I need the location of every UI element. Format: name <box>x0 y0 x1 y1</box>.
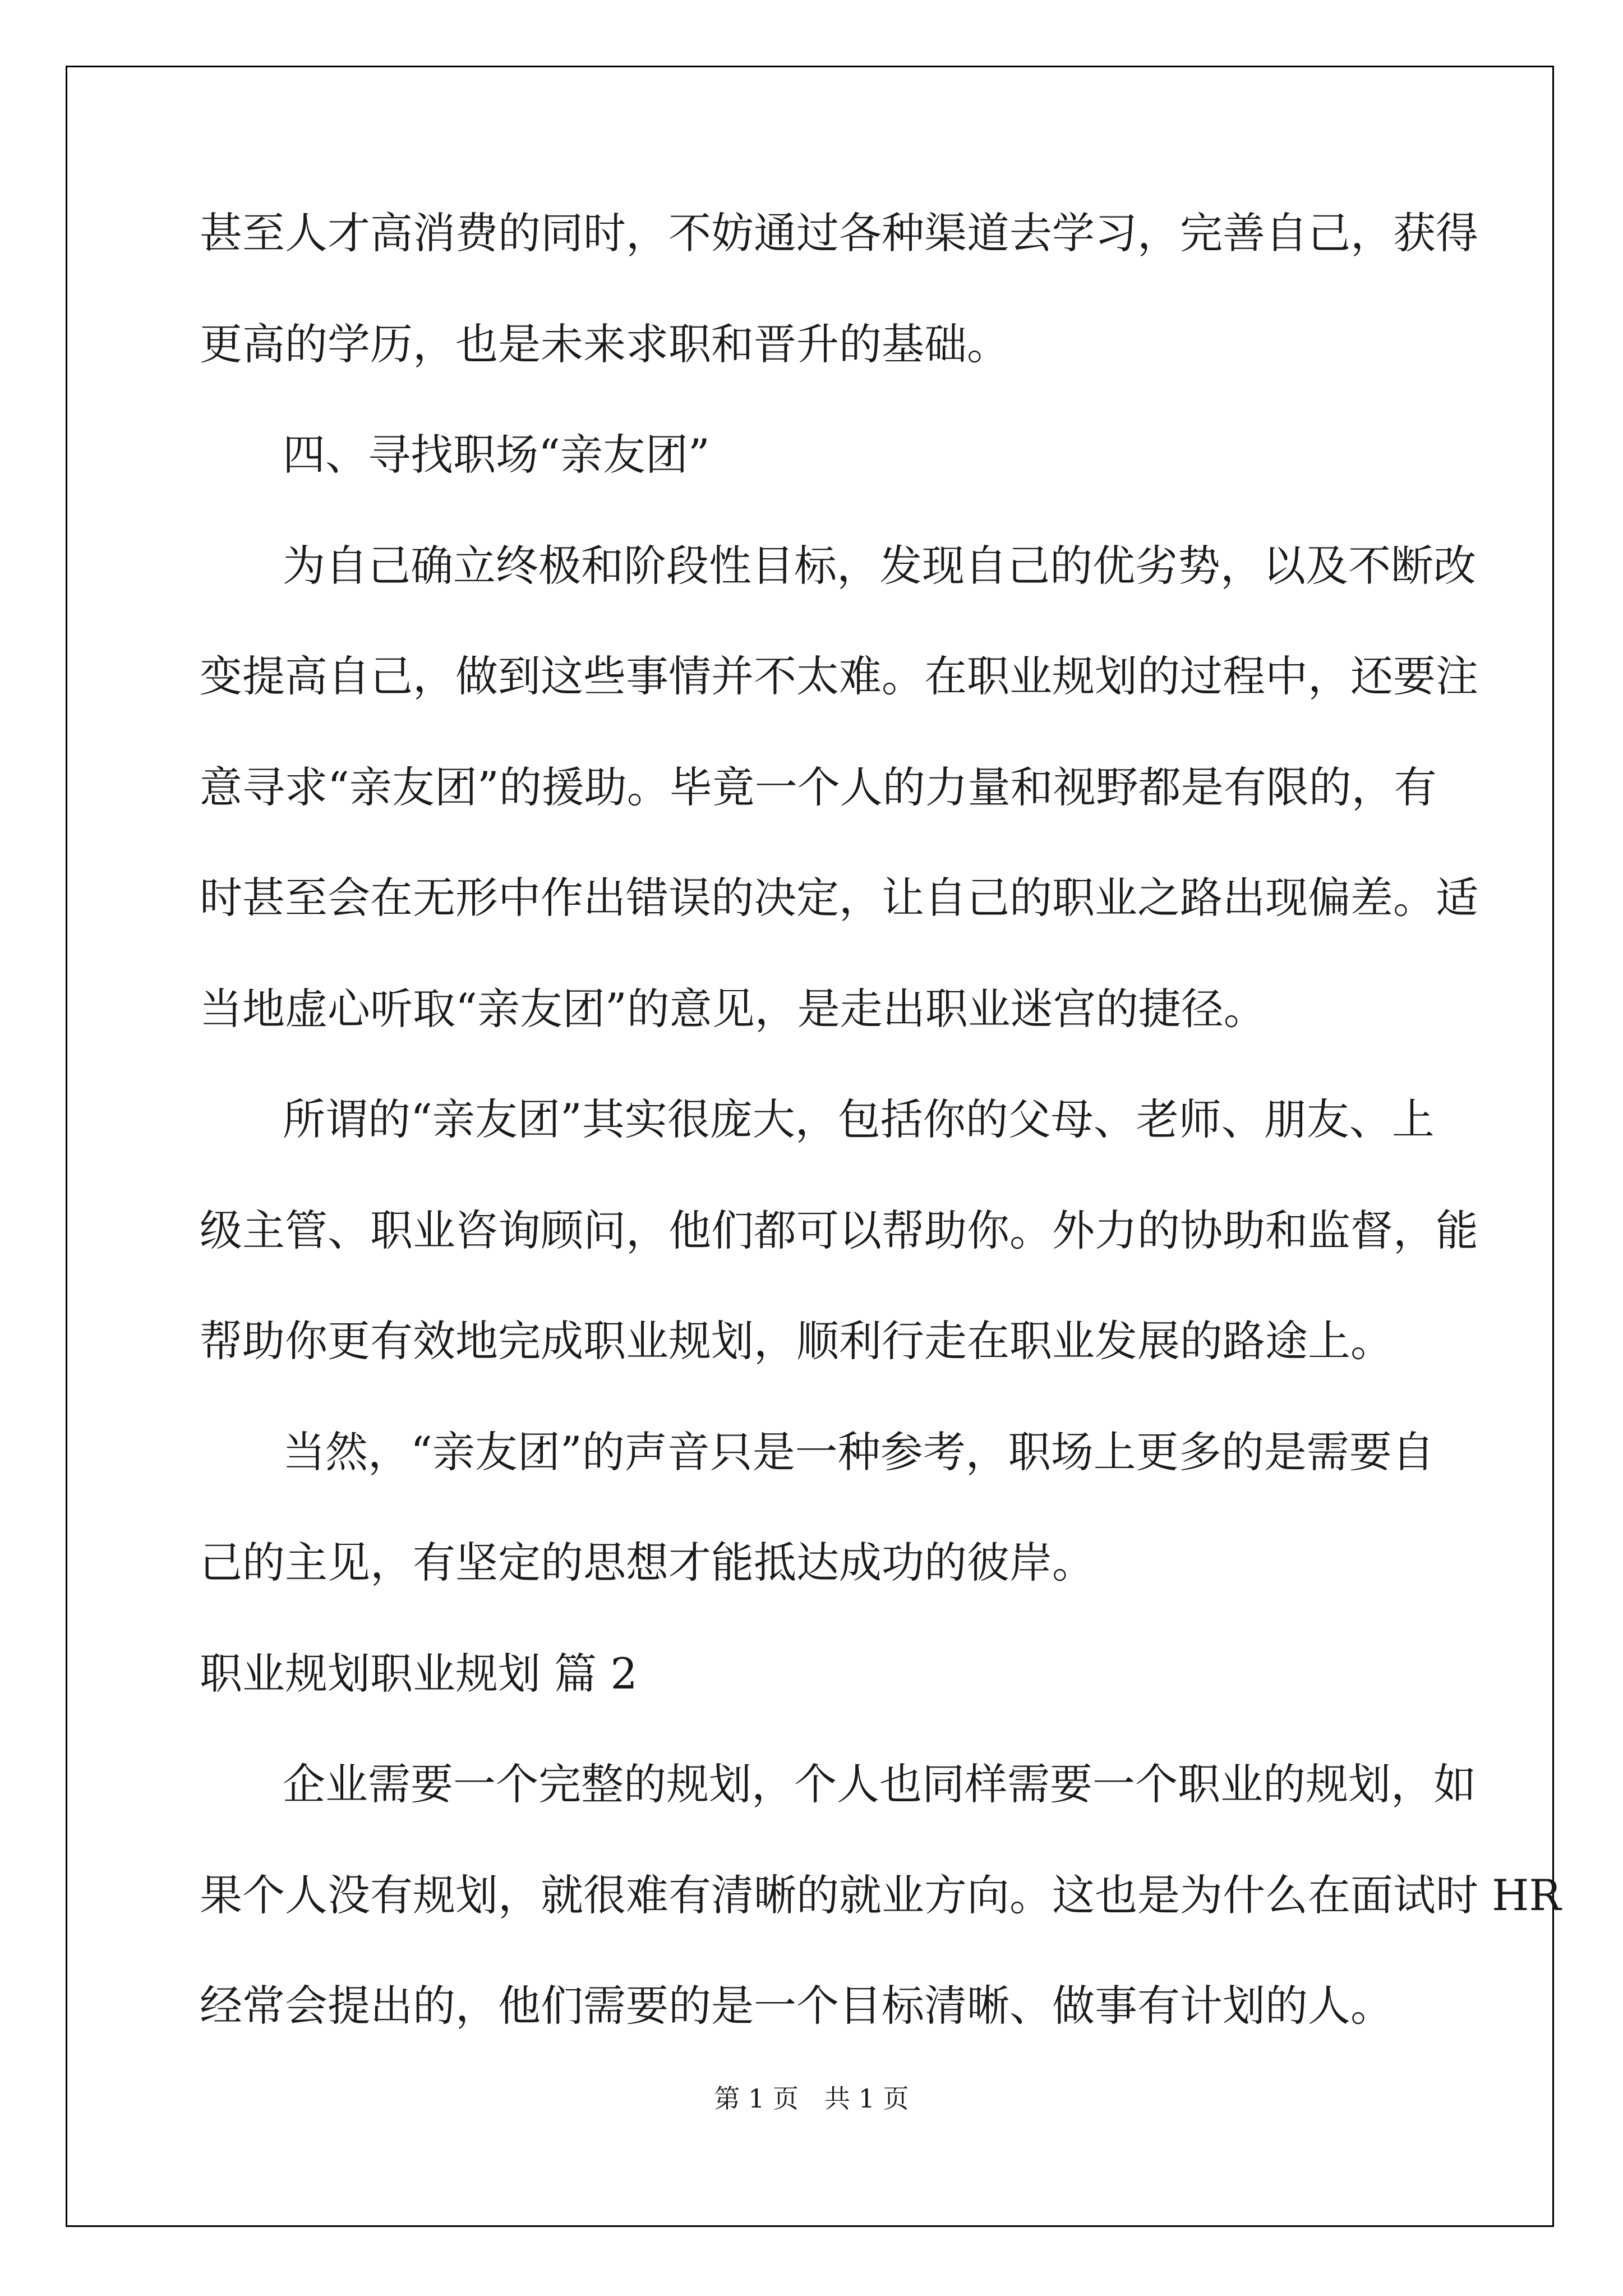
text-line-15: 企业需要一个完整的规划，个人也同样需要一个职业的规划，如 <box>283 1759 1476 1809</box>
section-heading: 四、寻找职场“亲友团” <box>283 430 710 480</box>
text-line-12: 当然，“亲友团”的声音只是一种参考，职场上更多的是需要自 <box>283 1427 1435 1477</box>
text-line-4: 为自己确立终极和阶段性目标，发现自己的优劣势，以及不断改 <box>283 540 1476 591</box>
page-footer: 第 1 页 共 1 页 <box>714 2083 909 2114</box>
text-line-9: 所谓的“亲友团”其实很庞大，包括你的父母、老师、朋友、上 <box>283 1094 1435 1144</box>
text-line-16: 果个人没有规划，就很难有清晰的就业方向。这也是为什么在面试时 HR <box>200 1870 1561 1920</box>
text-line-10: 级主管、职业咨询顾问，他们都可以帮助你。外力的协助和监督，能 <box>200 1205 1478 1255</box>
text-line-5: 变提高自己，做到这些事情并不太难。在职业规划的过程中，还要注 <box>200 651 1478 701</box>
text-line-1: 甚至人才高消费的同时，不妨通过各种渠道去学习，完善自己，获得 <box>200 208 1478 258</box>
document-body <box>200 208 1561 2096</box>
text-line-6: 意寻求“亲友团”的援助。毕竟一个人的力量和视野都是有限的，有 <box>200 762 1437 812</box>
text-line-2: 更高的学历，也是未来求职和晋升的基础。 <box>200 319 1009 369</box>
text-line-17: 经常会提出的，他们需要的是一个目标清晰、做事有计划的人。 <box>200 1981 1393 2031</box>
article-title: 职业规划职业规划 篇 2 <box>200 1648 638 1699</box>
text-line-8: 当地虚心听取“亲友团”的意见，是走出职业迷宫的捷径。 <box>200 983 1266 1034</box>
text-line-13: 己的主见，有坚定的思想才能抵达成功的彼岸。 <box>200 1538 1095 1588</box>
text-line-7: 时甚至会在无形中作出错误的决定，让自己的职业之路出现偏差。适 <box>200 873 1478 923</box>
text-line-11: 帮助你更有效地完成职业规划，顺利行走在职业发展的路途上。 <box>200 1316 1393 1366</box>
